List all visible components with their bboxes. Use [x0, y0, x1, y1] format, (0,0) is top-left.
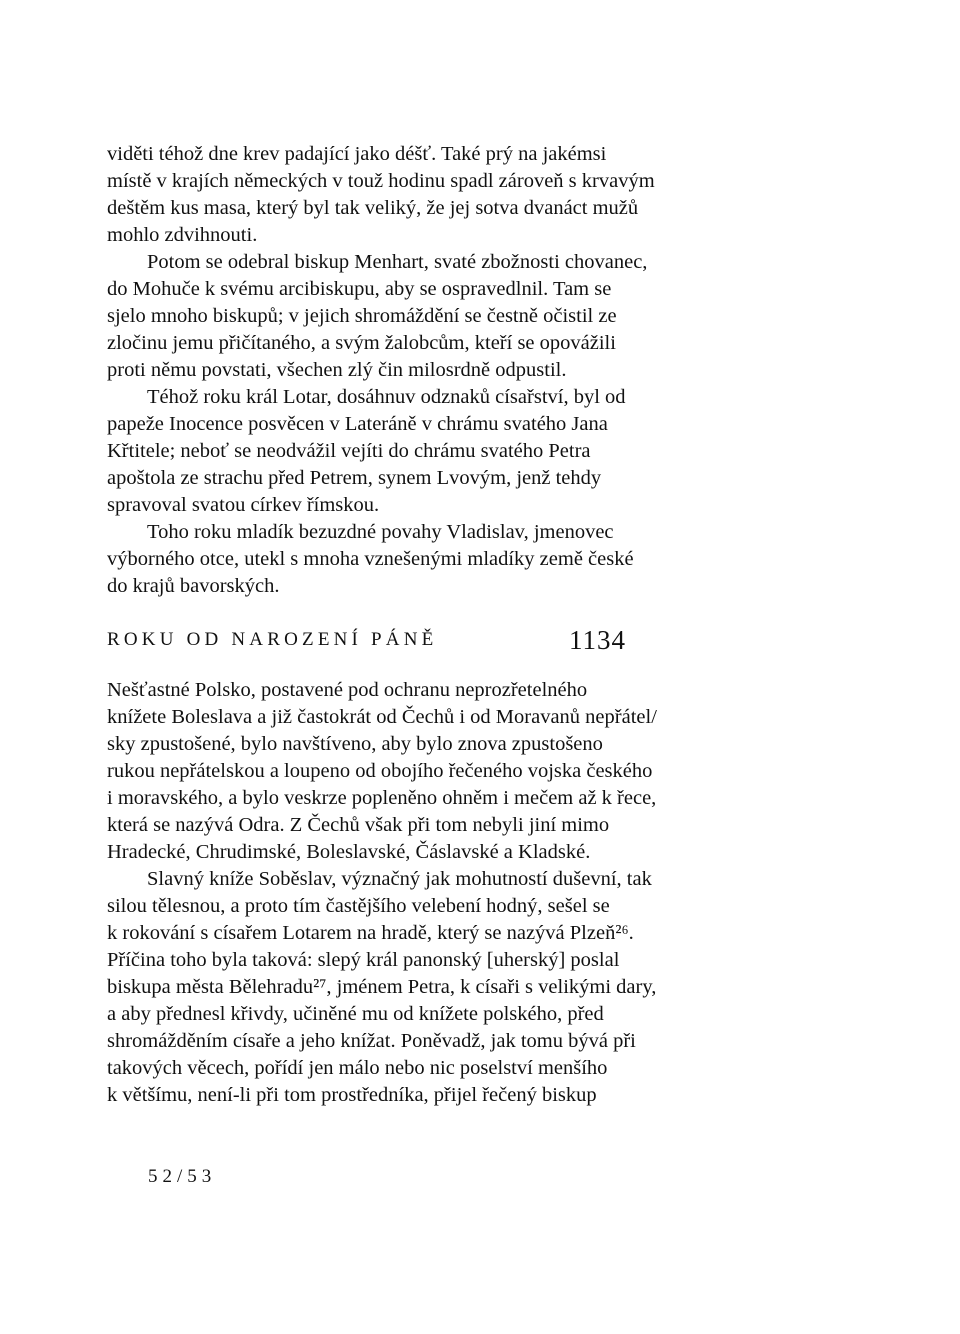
paragraph: [107, 384, 707, 519]
text-line: sky zpustošené, bylo navštíveno, aby bylo znova zpustošeno: [107, 733, 603, 755]
text-line: papeže Inocence posvěcen v Lateráně v chrámu svatého Jana: [107, 413, 608, 435]
text-line: Nešťastné Polsko, postavené pod ochranu neprozřetelného: [107, 679, 588, 701]
paragraph: [107, 677, 707, 866]
text-line: silou tělesnou, a proto tím častějšího velebení hodný, sešel se: [107, 895, 610, 917]
text-line: a aby přednesl křivdy, učiněné mu od knížete polského, před: [107, 1003, 604, 1025]
text-line: do krajů bavorských.: [107, 575, 280, 597]
text-line: Příčina toho byla taková: slepý král panonský [uherský] poslal: [107, 949, 620, 971]
text-line: apoštola ze strachu před Petrem, synem Lvovým, jenž tehdy: [107, 467, 602, 489]
paragraph: [107, 249, 707, 384]
text-line: k většímu, není-li při tom prostředníka, přijel řečený biskup: [107, 1084, 597, 1106]
text-section-top: [107, 141, 707, 600]
paragraph: [107, 866, 707, 1109]
text-line: proti němu povstati, všechen zlý čin milosrdně odpustil.: [107, 359, 567, 381]
text-line: biskupa města Bělehradu²⁷, jménem Petra, k císaři s velikými dary,: [107, 976, 657, 998]
text-line: zločinu jemu přičítaného, a svým žalobcům, kteří se opovážili: [107, 332, 616, 354]
text-line: Toho roku mladík bezuzdné povahy Vladislav, jmenovec: [147, 521, 614, 543]
chapter-heading-year: 1134: [569, 625, 626, 655]
text-line: Křtitele; neboť se neodvážil vejíti do chrámu svatého Petra: [107, 440, 591, 462]
text-line: Slavný kníže Soběslav, význačný jak mohutností duševní, tak: [147, 868, 652, 890]
text-line: deštěm kus masa, který byl tak veliký, že jej sotva dvanáct mužů: [107, 197, 639, 219]
text-line: sjelo mnoho biskupů; v jejich shromáždění se čestně očistil ze: [107, 305, 617, 327]
text-line: mohlo zdvihnouti.: [107, 224, 258, 246]
text-line: Potom se odebral biskup Menhart, svaté zbožnosti chovanec,: [147, 251, 648, 273]
text-line: do Mohuče k svému arcibiskupu, aby se ospravedlnil. Tam se: [107, 278, 612, 300]
text-line: spravoval svatou církev římskou.: [107, 494, 380, 516]
text-line: Téhož roku král Lotar, dosáhnuv odznaků císařství, byl od: [147, 386, 626, 408]
text-section-bottom: [107, 677, 707, 1109]
text-line: k rokování s císařem Lotarem na hradě, který se nazývá Plzeň²⁶.: [107, 922, 634, 944]
text-line: takových věcech, pořídí jen málo nebo nic poselství menšího: [107, 1057, 608, 1079]
paragraph: [107, 141, 707, 249]
text-line: která se nazývá Odra. Z Čechů však při tom nebyli jiní mimo: [107, 814, 610, 836]
page-body: [107, 141, 707, 1109]
chapter-heading-title: ROKU OD NAROZENÍ PÁNĚ: [107, 629, 438, 650]
page-number: 52/53: [148, 1166, 217, 1187]
text-line: rukou nepřátelskou a loupeno od obojího řečeného vojska českého: [107, 760, 653, 782]
text-line: výborného otce, utekl s mnoha vznešenými mladíky země české: [107, 548, 634, 570]
text-line: místě v krajích německých v touž hodinu spadl zároveň s krvavým: [107, 170, 655, 192]
text-line: viděti téhož dne krev padající jako déšť. Také prý na jakémsi: [107, 143, 607, 165]
text-line: shromážděním císaře a jeho knížat. Poněvadž, jak tomu bývá při: [107, 1030, 636, 1052]
chapter-heading: [107, 627, 707, 657]
text-line: i moravského, a bylo veskrze popleněno ohněm i mečem až k řece,: [107, 787, 657, 809]
text-line: knížete Boleslava a již častokrát od Čechů i od Moravanů nepřátel/: [107, 706, 657, 728]
text-line: Hradecké, Chrudimské, Boleslavské, Čáslavské a Kladské.: [107, 841, 591, 863]
paragraph: [107, 519, 707, 600]
